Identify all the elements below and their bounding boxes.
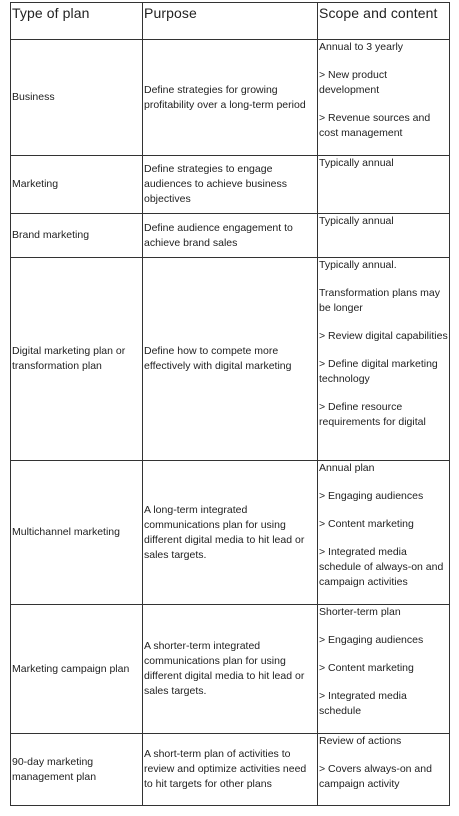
- plan-type-cell: Marketing campaign plan: [11, 605, 143, 734]
- table-row: [11, 605, 450, 734]
- table-row: [11, 40, 450, 156]
- scope-item: > Integrated media schedule: [319, 690, 407, 717]
- table-row: [11, 258, 450, 461]
- header-scope-and-content: Scope and content: [318, 3, 450, 40]
- table-row: [11, 156, 450, 214]
- plan-scope-cell: [318, 156, 450, 214]
- scope-item: > Define resource requirements for digital: [319, 401, 426, 428]
- table-row: [11, 734, 450, 806]
- plan-purpose-cell: Define strategies for growing profitability over a long-term period: [143, 40, 318, 156]
- header-type-of-plan: Type of plan: [11, 3, 143, 40]
- plan-type-cell: 90-day marketing management plan: [11, 734, 143, 806]
- plan-scope-cell: [318, 258, 450, 461]
- plan-purpose-cell: A short-term plan of activities to review and optimize activities need to hit targets for other plans: [143, 734, 318, 806]
- scope-item: > Engaging audiences: [319, 490, 424, 502]
- scope-item: Annual plan: [319, 462, 375, 474]
- table-row: [11, 214, 450, 258]
- plan-purpose-cell: Define audience engagement to achieve brand sales: [143, 214, 318, 258]
- scope-item: > Define digital marketing technology: [319, 358, 438, 385]
- plan-purpose-cell: A long-term integrated communications plan for using different digital media to hit lead or sales targets.: [143, 461, 318, 605]
- scope-item: > Revenue sources and cost management: [319, 112, 431, 139]
- scope-item: Annual to 3 yearly: [319, 41, 404, 53]
- plan-scope-cell: [318, 605, 450, 734]
- header-purpose: Purpose: [143, 3, 318, 40]
- plan-type-cell: Marketing: [11, 156, 143, 214]
- plan-scope-cell: [318, 40, 450, 156]
- plan-type-cell: Business: [11, 40, 143, 156]
- scope-item: Shorter-term plan: [319, 606, 401, 618]
- scope-item: Review of actions: [319, 735, 402, 747]
- scope-item: > Content marketing: [319, 662, 414, 674]
- plan-purpose-cell: Define how to compete more effectively with digital marketing: [143, 258, 318, 461]
- header-row: [11, 3, 450, 40]
- plan-purpose-cell: Define strategies to engage audiences to achieve business objectives: [143, 156, 318, 214]
- scope-item: > Content marketing: [319, 518, 414, 530]
- plans-table: [10, 2, 450, 806]
- plan-type-cell: Digital marketing plan or transformation plan: [11, 258, 143, 461]
- table-row: [11, 461, 450, 605]
- plan-scope-cell: [318, 214, 450, 258]
- plan-scope-cell: [318, 734, 450, 806]
- scope-item: > Engaging audiences: [319, 634, 424, 646]
- plan-type-cell: Multichannel marketing: [11, 461, 143, 605]
- scope-item: Transformation plans may be longer: [319, 287, 440, 314]
- scope-item: > Integrated media schedule of always-on and campaign activities: [319, 546, 444, 588]
- scope-item: > Covers always-on and campaign activity: [319, 763, 432, 790]
- scope-item: Typically annual.: [319, 259, 397, 271]
- scope-item: Typically annual: [319, 157, 394, 169]
- scope-item: > New product development: [319, 69, 387, 96]
- plan-type-cell: Brand marketing: [11, 214, 143, 258]
- plan-purpose-cell: A shorter-term integrated communications plan for using different digital media to hit lead or sales targets.: [143, 605, 318, 734]
- scope-item: Typically annual: [319, 215, 394, 227]
- plan-scope-cell: [318, 461, 450, 605]
- scope-item: > Review digital capabilities: [319, 330, 448, 342]
